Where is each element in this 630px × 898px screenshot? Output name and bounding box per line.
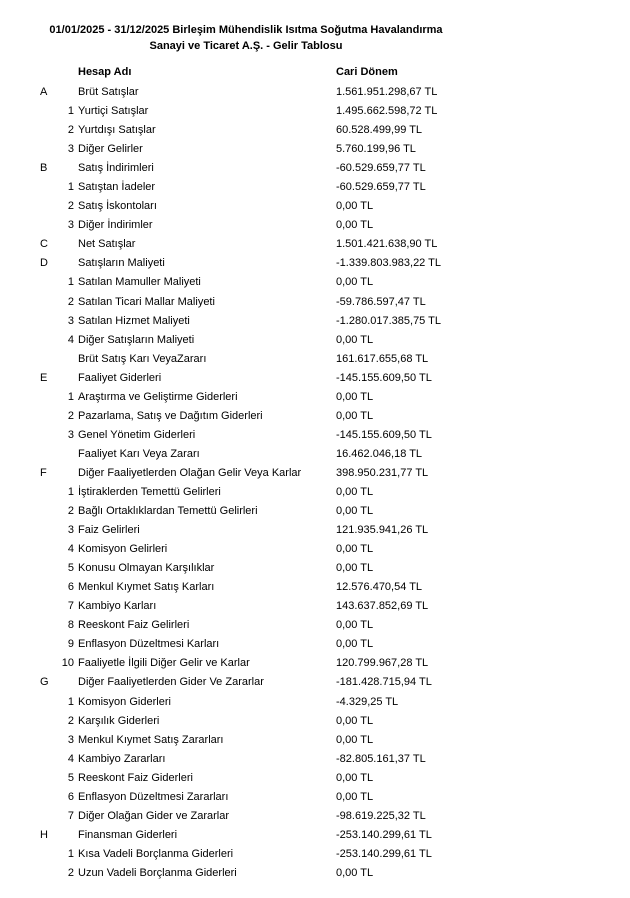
row-number: 2 <box>67 124 74 137</box>
row-amount: -145.155.609,50 TL <box>336 371 432 384</box>
table-row <box>0 178 630 197</box>
table-row <box>0 121 630 140</box>
table-row <box>0 273 630 292</box>
row-label: İştiraklerden Temettü Gelirleri <box>78 485 221 498</box>
row-number: 8 <box>67 619 74 632</box>
row-label: Menkul Kıymet Satış Karları <box>78 581 215 594</box>
row-amount: -4.329,25 TL <box>336 695 399 708</box>
row-amount: 1.495.662.598,72 TL <box>336 105 438 118</box>
row-amount: 0,00 TL <box>336 333 374 346</box>
table-row <box>0 254 630 273</box>
table-row <box>0 731 630 750</box>
table-row <box>0 293 630 312</box>
row-number: 7 <box>67 600 74 613</box>
table-row <box>0 521 630 540</box>
row-label: Kısa Vadeli Borçlanma Giderleri <box>78 847 234 860</box>
row-number: 3 <box>67 314 74 327</box>
row-amount: 0,00 TL <box>336 733 374 746</box>
row-amount: 0,00 TL <box>336 390 374 403</box>
row-label: Karşılık Giderleri <box>78 714 160 727</box>
row-label: Faiz Gelirleri <box>78 524 140 537</box>
row-label: Pazarlama, Satış ve Dağıtım Giderleri <box>78 409 263 422</box>
table-row <box>0 331 630 350</box>
row-label: Satılan Mamuller Maliyeti <box>78 276 201 289</box>
table-row <box>0 388 630 407</box>
row-number: 2 <box>67 200 74 213</box>
row-amount: 0,00 TL <box>336 505 374 518</box>
row-number: 3 <box>67 219 74 232</box>
table-row <box>0 635 630 654</box>
row-label: Yurtiçi Satışlar <box>78 105 149 118</box>
row-number: 7 <box>67 809 74 822</box>
row-number: 4 <box>67 543 74 556</box>
row-number: 4 <box>67 333 74 346</box>
row-label: Genel Yönetim Giderleri <box>78 428 196 441</box>
row-number: 2 <box>67 866 74 879</box>
row-amount: 1.561.951.298,67 TL <box>336 86 438 98</box>
row-label: Enflasyon Düzeltmesi Zararları <box>78 790 229 803</box>
row-amount: 0,00 TL <box>336 485 374 498</box>
row-number: 3 <box>67 733 74 746</box>
row-number: 6 <box>67 581 74 594</box>
row-code: D <box>40 257 48 270</box>
row-amount: 0,00 TL <box>336 409 374 422</box>
row-amount: 0,00 TL <box>336 200 374 213</box>
row-number: 1 <box>67 181 74 194</box>
table-row <box>0 197 630 216</box>
row-amount: 16.462.046,18 TL <box>336 447 423 460</box>
row-number: 4 <box>67 752 74 765</box>
row-amount: 0,00 TL <box>336 638 374 651</box>
row-label: Satış İndirimleri <box>78 162 154 175</box>
row-amount: -1.339.803.983,22 TL <box>336 257 441 270</box>
row-label: Kambiyo Karları <box>78 600 157 613</box>
row-label: Komisyon Giderleri <box>78 695 171 708</box>
row-amount: -98.619.225,32 TL <box>336 809 426 822</box>
row-number: 2 <box>67 714 74 727</box>
row-label: Bağlı Ortaklıklardan Temettü Gelirleri <box>78 505 258 518</box>
table-row <box>0 578 630 597</box>
row-amount: 120.799.967,28 TL <box>336 657 429 670</box>
row-label: Komisyon Gelirleri <box>78 543 168 556</box>
row-amount: -82.805.161,37 TL <box>336 752 426 765</box>
table-row <box>0 159 630 178</box>
row-label: Brüt Satışlar <box>78 86 139 98</box>
table-row <box>0 502 630 521</box>
table-row <box>0 750 630 769</box>
row-code: E <box>40 371 48 384</box>
row-number: 6 <box>67 790 74 803</box>
report-title-line-1: 01/01/2025 - 31/12/2025 Birleşim Mühendislik Isıtma Soğutma Havalandırma <box>49 24 443 36</box>
row-amount: 121.935.941,26 TL <box>336 524 429 537</box>
table-row <box>0 426 630 445</box>
row-number: 2 <box>67 409 74 422</box>
table-row <box>0 235 630 254</box>
table-row <box>0 445 630 464</box>
table-row <box>0 350 630 369</box>
row-amount: 0,00 TL <box>336 866 374 879</box>
table-row <box>0 845 630 864</box>
row-amount: -253.140.299,61 TL <box>336 847 432 860</box>
row-label: Finansman Giderleri <box>78 828 178 841</box>
row-label: Net Satışlar <box>78 238 136 251</box>
account-column-header: Hesap Adı <box>78 66 132 78</box>
table-row <box>0 369 630 388</box>
row-number: 1 <box>67 847 74 860</box>
row-label: Enflasyon Düzeltmesi Karları <box>78 638 220 651</box>
row-number: 5 <box>67 562 74 575</box>
row-label: Reeskont Faiz Giderleri <box>78 771 193 784</box>
row-label: Kambiyo Zararları <box>78 752 166 765</box>
table-row <box>0 693 630 712</box>
row-label: Menkul Kıymet Satış Zararları <box>78 733 224 746</box>
row-amount: 0,00 TL <box>336 219 374 232</box>
row-amount: 0,00 TL <box>336 714 374 727</box>
table-row <box>0 673 630 692</box>
row-amount: 1.501.421.638,90 TL <box>336 238 438 251</box>
row-label: Brüt Satış Karı VeyaZararı <box>78 352 207 365</box>
table-row <box>0 83 630 102</box>
row-label: Faaliyet Giderleri <box>78 371 162 384</box>
row-amount: 143.637.852,69 TL <box>336 600 429 613</box>
row-amount: 60.528.499,99 TL <box>336 124 423 137</box>
row-amount: 0,00 TL <box>336 276 374 289</box>
table-row <box>0 788 630 807</box>
row-number: 2 <box>67 295 74 308</box>
row-label: Diğer Olağan Gider ve Zararlar <box>78 809 230 822</box>
report-title-line-2: Sanayi ve Ticaret A.Ş. - Gelir Tablosu <box>149 40 343 52</box>
row-number: 2 <box>67 505 74 518</box>
table-row <box>0 616 630 635</box>
row-label: Diğer Satışların Maliyeti <box>78 333 195 346</box>
row-number: 1 <box>67 276 74 289</box>
row-label: Diğer Faaliyetlerden Gider Ve Zararlar <box>78 676 264 689</box>
row-number: 3 <box>67 428 74 441</box>
row-label: Faaliyet Karı Veya Zararı <box>78 447 200 460</box>
row-amount: 0,00 TL <box>336 619 374 632</box>
row-number: 10 <box>61 657 74 670</box>
row-label: Uzun Vadeli Borçlanma Giderleri <box>78 866 237 879</box>
row-number: 1 <box>67 485 74 498</box>
row-amount: 5.760.199,96 TL <box>336 143 416 156</box>
row-label: Satışların Maliyeti <box>78 257 165 270</box>
row-number: 5 <box>67 771 74 784</box>
row-amount: -253.140.299,61 TL <box>336 828 432 841</box>
row-amount: 0,00 TL <box>336 543 374 556</box>
row-label: Diğer İndirimler <box>78 219 153 232</box>
row-amount: -59.786.597,47 TL <box>336 295 426 308</box>
table-row <box>0 312 630 331</box>
row-amount: -1.280.017.385,75 TL <box>336 314 441 327</box>
row-number: 9 <box>67 638 74 651</box>
row-number: 1 <box>67 105 74 118</box>
row-code: G <box>40 676 49 689</box>
period-column-header: Cari Dönem <box>336 66 398 78</box>
row-amount: 0,00 TL <box>336 790 374 803</box>
table-row <box>0 559 630 578</box>
row-number: 1 <box>67 695 74 708</box>
row-label: Satıştan İadeler <box>78 181 156 194</box>
row-label: Reeskont Faiz Gelirleri <box>78 619 190 632</box>
row-label: Satış İskontoları <box>78 200 157 213</box>
row-code: F <box>40 466 47 479</box>
table-row <box>0 654 630 673</box>
table-row <box>0 407 630 426</box>
table-row <box>0 712 630 731</box>
row-number: 3 <box>67 524 74 537</box>
row-code: B <box>40 162 48 175</box>
row-label: Konusu Olmayan Karşılıklar <box>78 562 215 575</box>
table-row <box>0 597 630 616</box>
table-row <box>0 540 630 559</box>
row-number: 3 <box>67 143 74 156</box>
row-code: H <box>40 828 48 841</box>
row-amount: 161.617.655,68 TL <box>336 352 429 365</box>
row-amount: -60.529.659,77 TL <box>336 162 426 175</box>
row-amount: 12.576.470,54 TL <box>336 581 423 594</box>
row-label: Satılan Ticari Mallar Maliyeti <box>78 295 215 308</box>
row-label: Yurtdışı Satışlar <box>78 124 156 137</box>
table-row <box>0 102 630 121</box>
table-row <box>0 864 630 883</box>
income-statement-table <box>0 83 630 883</box>
row-label: Araştırma ve Geliştirme Giderleri <box>78 390 238 403</box>
row-amount: -181.428.715,94 TL <box>336 676 432 689</box>
row-amount: 398.950.231,77 TL <box>336 466 429 479</box>
table-row <box>0 216 630 235</box>
row-amount: 0,00 TL <box>336 771 374 784</box>
report-title <box>0 22 492 54</box>
row-label: Faaliyetle İlgili Diğer Gelir ve Karlar <box>78 657 250 670</box>
table-row <box>0 769 630 788</box>
row-label: Diğer Faaliyetlerden Olağan Gelir Veya Karlar <box>78 466 302 479</box>
row-code: C <box>40 238 48 251</box>
table-row <box>0 807 630 826</box>
row-number: 1 <box>67 390 74 403</box>
row-amount: 0,00 TL <box>336 562 374 575</box>
row-code: A <box>40 86 48 98</box>
row-amount: -60.529.659,77 TL <box>336 181 426 194</box>
table-row <box>0 826 630 845</box>
row-amount: -145.155.609,50 TL <box>336 428 432 441</box>
table-row <box>0 464 630 483</box>
row-label: Satılan Hizmet Maliyeti <box>78 314 190 327</box>
table-row <box>0 140 630 159</box>
table-row <box>0 483 630 502</box>
row-label: Diğer Gelirler <box>78 143 143 156</box>
